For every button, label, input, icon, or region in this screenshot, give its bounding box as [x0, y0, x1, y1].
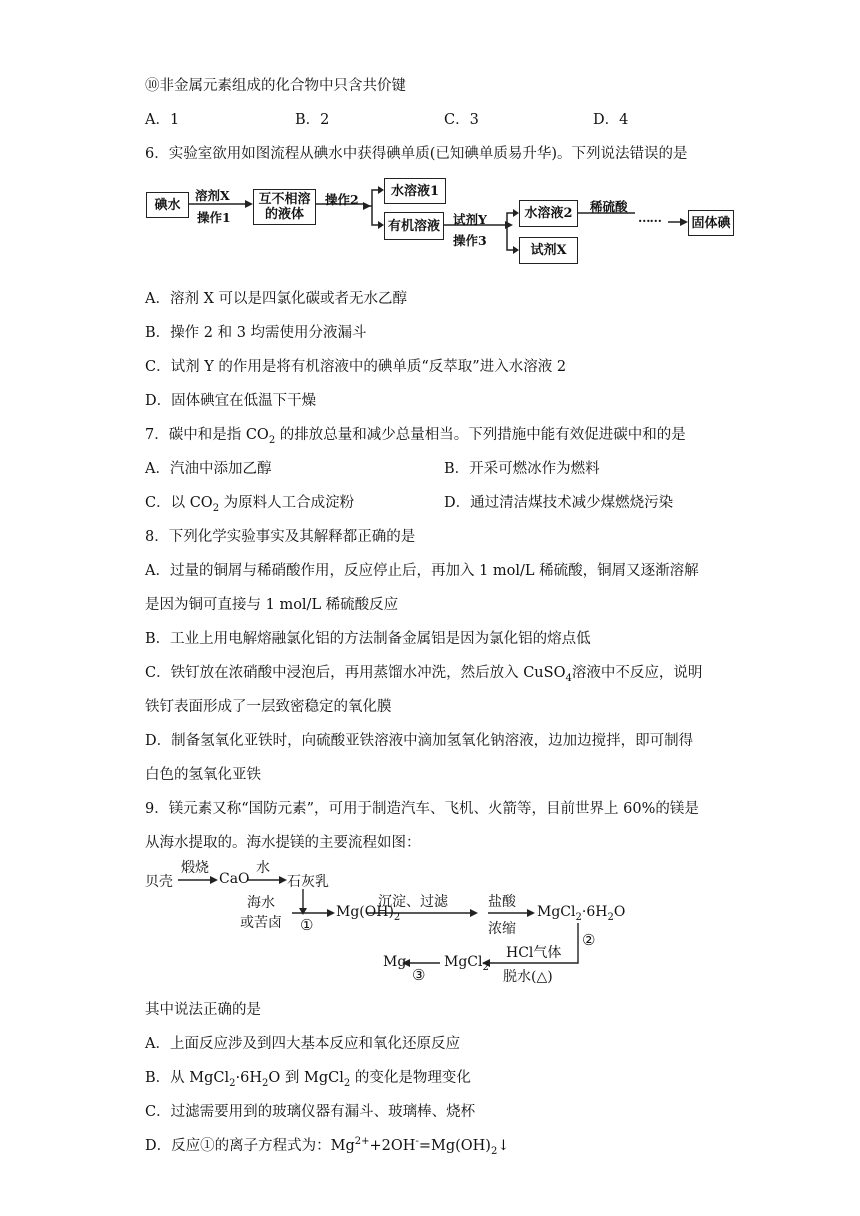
q6-option-d[interactable]: D．固体碘宜在低温下干燥	[145, 393, 317, 409]
q7-option-a[interactable]: A．汽油中添加乙醇	[145, 461, 272, 477]
seawater-label-2: 或苦卤	[240, 915, 282, 931]
q9-option-d[interactable]: D．反应①的离子方程式为：$Mg^{2+}+2OH^-=Mg(OH)_2↓$	[145, 1136, 510, 1157]
hcl-label: 盐酸	[488, 894, 516, 910]
q7-stem: 7．碳中和是指 $CO_2$ 的排放总量和减少总量相当。下列措施中能有效促进碳中和的是	[145, 427, 686, 446]
dilute-acid-label: 稀硫酸	[590, 199, 628, 214]
q8-option-c-line1[interactable]: C．铁钉放在浓硝酸中浸泡后，再用蒸馏水冲洗，然后放入 CuSO$_4$溶液中不反应，说明	[145, 665, 703, 684]
q8-option-b[interactable]: B．工业上用电解熔融氯化铝的方法制备金属铝是因为氯化铝的熔点低	[145, 631, 591, 647]
q7-option-c[interactable]: C．以 $CO_2$ 为原料人工合成淀粉	[145, 495, 355, 514]
cao-label: CaO	[219, 871, 250, 887]
q5-option-b[interactable]: B．2	[295, 112, 330, 128]
q6-option-b[interactable]: B．操作 2 和 3 均需使用分液漏斗	[145, 325, 367, 341]
aqueous1-box: 水溶液1	[384, 178, 446, 204]
q8-option-a-line1[interactable]: A．过量的铜屑与稀硝酸作用，反应停止后，再加入 1 mol/L 稀硫酸，铜屑又逐渐溶解	[145, 563, 699, 579]
calcine-label: 煅烧	[181, 860, 209, 876]
step2-marker: ②	[582, 931, 596, 949]
immiscible-line1: 互不相溶	[258, 192, 311, 207]
mg-label: Mg	[383, 954, 407, 970]
q7-option-b[interactable]: B．开采可燃冰作为燃料	[444, 461, 600, 477]
q9-option-c[interactable]: C．过滤需要用到的玻璃仪器有漏斗、玻璃棒、烧杯	[145, 1104, 476, 1120]
q9-stem-line2: 从海水提取的。海水提镁的主要流程如图：	[145, 835, 421, 851]
organic-solution-box: 有机溶液	[384, 212, 444, 240]
iodine-water-box: 碘水	[146, 192, 189, 218]
q9-after: 其中说法正确的是	[145, 1002, 261, 1018]
hcl-gas-label: HCl气体	[506, 945, 562, 961]
dots-label: ……	[638, 210, 661, 225]
precip-filter-label: 沉淀、过滤	[378, 894, 448, 910]
q5-option-c[interactable]: C．3	[444, 112, 479, 128]
op1-label: 操作1	[197, 210, 231, 225]
concentrate-label: 浓缩	[488, 921, 516, 937]
q5-option-a[interactable]: A．1	[145, 112, 180, 128]
dehydrate-label: 脱水(△)	[503, 969, 553, 985]
reagent-x-box: 试剂X	[519, 237, 578, 264]
water-label: 水	[256, 860, 270, 876]
solid-iodine-box: 固体碘	[688, 210, 734, 236]
q6-option-c[interactable]: C．试剂 Y 的作用是将有机溶液中的碘单质“反萃取”进入水溶液 2	[145, 359, 567, 375]
step1-marker: ①	[300, 916, 314, 934]
aqueous2-box: 水溶液2	[519, 200, 578, 227]
immiscible-line2: 的液体	[264, 207, 304, 222]
op2-label: 操作2	[325, 192, 359, 207]
mgcl2-label: MgCl$_2$	[444, 954, 489, 973]
solvent-x-label: 溶剂X	[195, 188, 230, 203]
q9-stem-line1: 9．镁元素又称“国防元素”，可用于制造汽车、飞机、火箭等，目前世界上 60%的镁是	[145, 801, 699, 817]
op3-label: 操作3	[453, 233, 487, 248]
q7-option-d[interactable]: D．通过清洁煤技术减少煤燃烧污染	[444, 495, 674, 511]
q8-option-d-line1[interactable]: D．制备氢氧化亚铁时，向硫酸亚铁溶液中滴加氢氧化钠溶液，边加边搅拌，即可制得	[145, 733, 694, 749]
q5-option-d[interactable]: D．4	[593, 112, 629, 128]
q8-option-d-line2: 白色的氢氧化亚铁	[145, 767, 261, 783]
item-10: ⑩非金属元素组成的化合物中只含共价键	[145, 78, 406, 94]
seawater-label-1: 海水	[247, 895, 275, 911]
q6-option-a[interactable]: A．溶剂 X 可以是四氯化碳或者无水乙醇	[145, 291, 408, 307]
shell-label: 贝壳	[145, 874, 173, 890]
q8-option-a-line2: 是因为铜可直接与 1 mol/L 稀硫酸反应	[145, 597, 399, 613]
mgoh2-label: $Mg(OH)_2$	[336, 904, 401, 923]
reagent-y-label: 试剂Y	[453, 212, 487, 227]
q9-option-a[interactable]: A．上面反应涉及到四大基本反应和氧化还原反应	[145, 1036, 460, 1052]
step3-marker: ③	[412, 966, 426, 984]
q6-stem: 6．实验室欲用如图流程从碘水中获得碘单质(已知碘单质易升华)。下列说法错误的是	[145, 146, 688, 162]
q8-stem: 8．下列化学实验事实及其解释都正确的是	[145, 529, 416, 545]
q9-option-b[interactable]: B．从 $MgCl_2\cdot 6H_2O$ 到 MgCl$_2$ 的变化是物理变化	[145, 1070, 471, 1089]
q8-option-c-line2: 铁钉表面形成了一层致密稳定的氧化膜	[145, 699, 392, 715]
mgcl2-6h2o-label: $MgCl_2\cdot 6H_2O$	[537, 904, 626, 923]
lime-milk-label: 石灰乳	[287, 874, 329, 890]
